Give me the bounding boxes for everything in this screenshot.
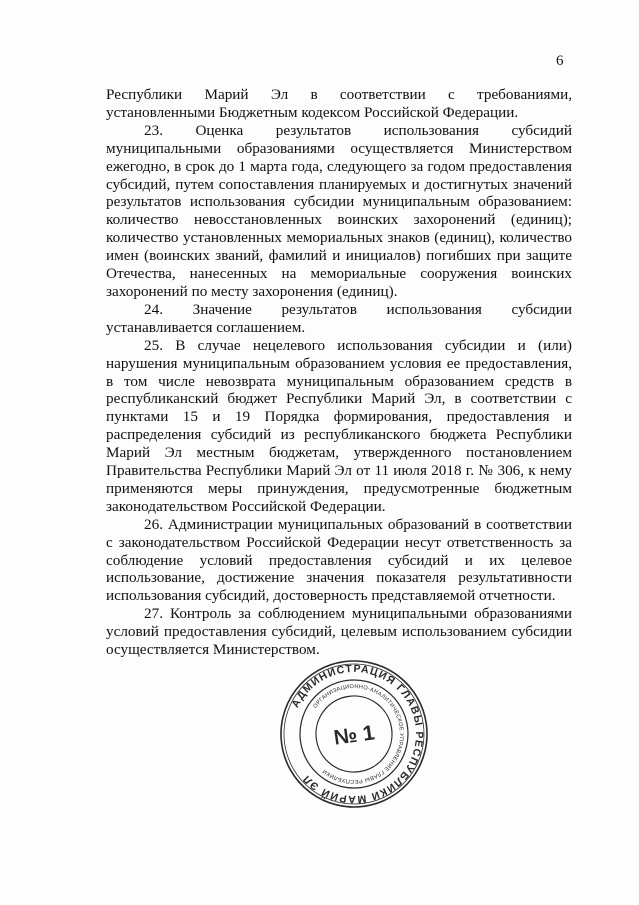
seal-center-number: № 1 bbox=[332, 721, 377, 750]
paragraph-23: 23. Оценка результатов использования субсидий муниципальными образованиями осуществляется Министерством ежегодно, в срок до 1 марта года, следующего за годом предоставления субсидий, путем сопоставления планируемых и достигнутых значений результатов использования субсидии муниципальным образованием: количество невосстановленных воинских захоронений (единиц); количество установленных мемориальных знаков (единиц), количество имен (воинских званий, фамилий и инициалов) погибших при защите Отечества, нанесенных на мемориальные сооружения воинских захоронений по месту захоронения (единиц). bbox=[106, 121, 572, 300]
seal-inner-text: ОРГАНИЗАЦИОННО-АНАЛИТИЧЕСКОЕ УПРАВЛЕНИЕ ГЛАВЫ РЕСПУБЛИКИ bbox=[312, 683, 405, 785]
paragraph-26: 26. Администрации муниципальных образований в соответствии с законодательством Российской Федерации несут ответственность за соблюдение условий предоставления субсидий и их целевое использование, достижение значения показателя результативности использования субсидий, достоверность представляемой отчетности. bbox=[106, 515, 572, 605]
paragraph-24: 24. Значение результатов использования субсидии устанавливается соглашением. bbox=[106, 300, 572, 336]
page-number: 6 bbox=[556, 53, 564, 69]
paragraph-27: 27. Контроль за соблюдением муниципальными образованиями условий предоставления субсидий, целевым использованием субсидии осуществляется Министерством. bbox=[106, 605, 572, 659]
seal-graphic bbox=[278, 658, 430, 810]
official-seal bbox=[278, 658, 430, 810]
paragraph-continuation: Республики Марий Эл в соответствии с требованиями, установленными Бюджетным кодексом Российской Федерации. bbox=[106, 86, 572, 121]
document-body bbox=[106, 86, 572, 659]
paragraph-25: 25. В случае нецелевого использования субсидии и (или) нарушения муниципальным образованием условия ее предоставления, в том числе невозврата муниципальным образованием средств в республиканский бюджет Республики Марий Эл, в соответствии с пунктами 15 и 19 Порядка формирования, предоставления и распределения субсидий из республиканского бюджета Республики Марий Эл местным бюджетам, утвержденного постановлением Правительства Республики Марий Эл от 11 июля 2018 г. № 306, к нему применяются меры принуждения, предусмотренные бюджетным законодательством Российской Федерации. bbox=[106, 336, 572, 515]
seal-outer-text: АДМИНИСТРАЦИЯ ГЛАВЫ РЕСПУБЛИКИ МАРИЙ ЭЛ bbox=[289, 662, 426, 806]
